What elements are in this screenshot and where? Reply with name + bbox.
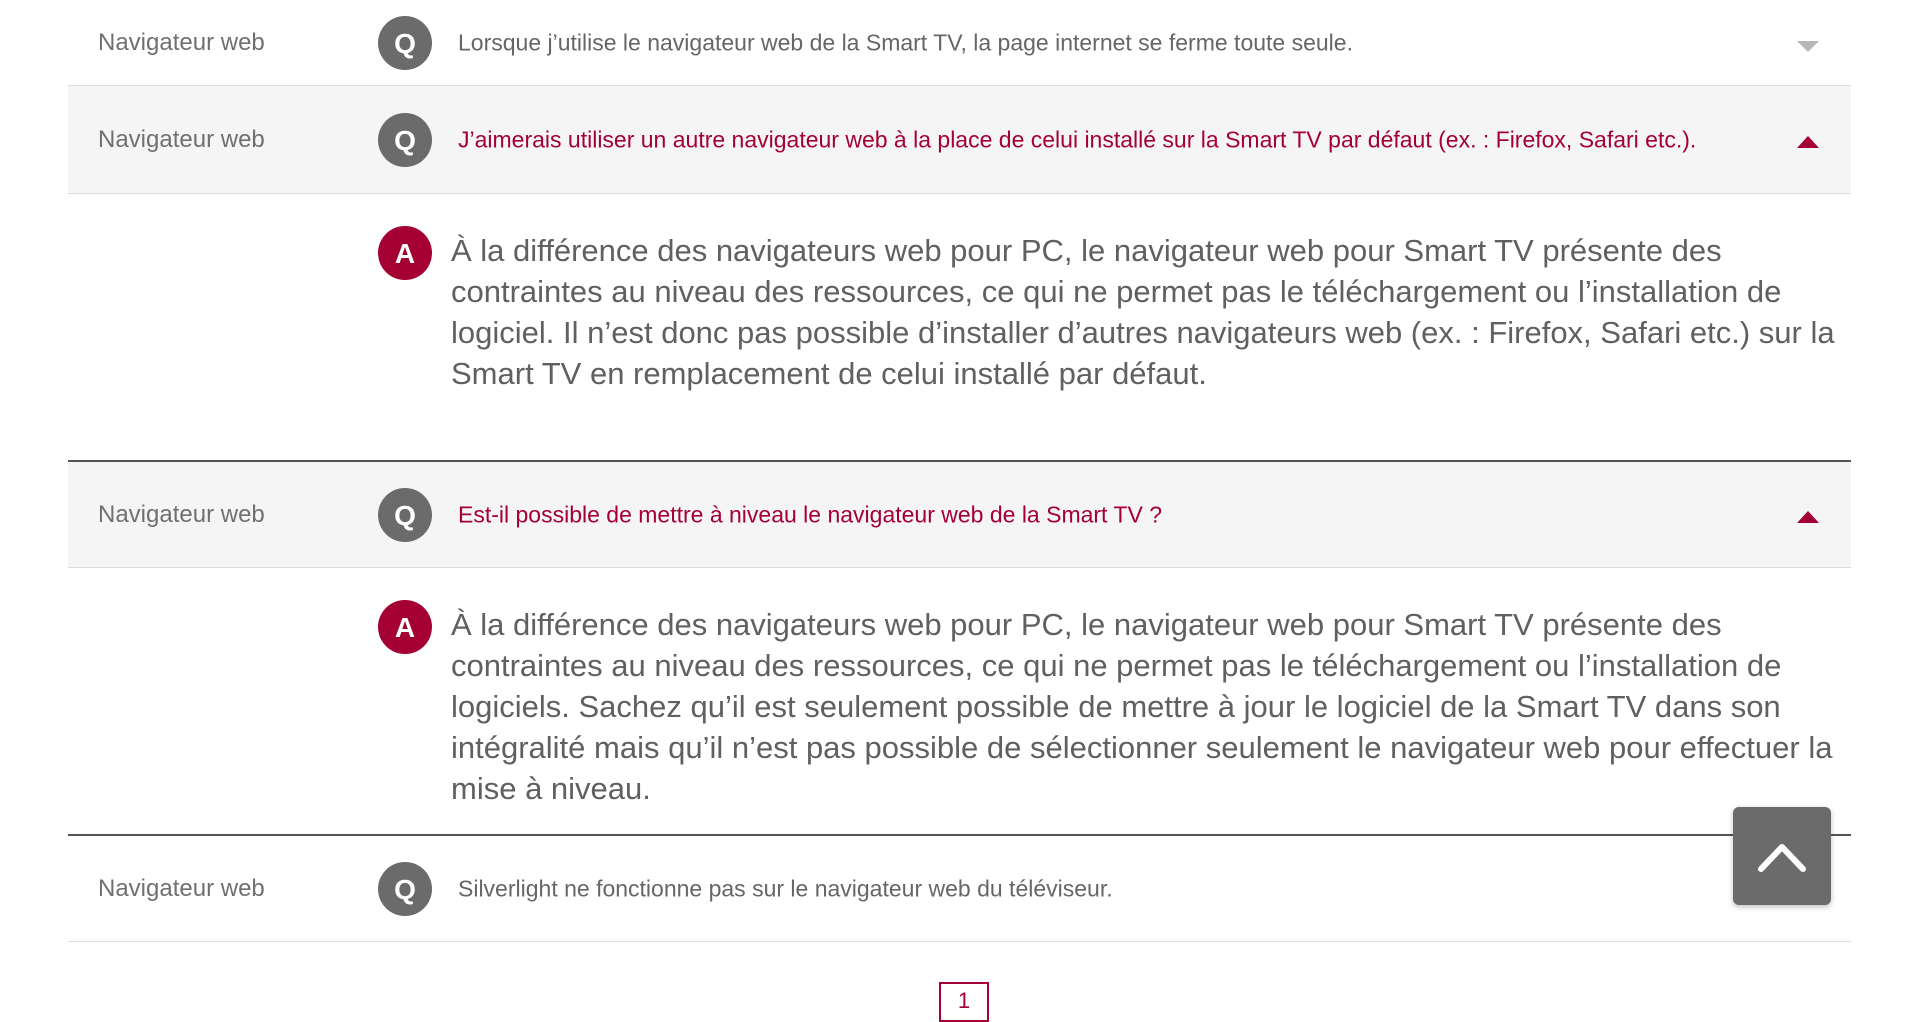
faq-category: Navigateur web: [98, 125, 265, 153]
faq-question-row[interactable]: [68, 460, 1851, 568]
faq-answer-text: À la différence des navigateurs web pour PC, le navigateur web pour Smart TV présente des contraintes au niveau des ressources, ce qui ne permet pas le téléchargement ou l’installation de logiciel. Il n’est donc pas possible d’installer d’autres navigateurs web (ex. : Firefox, Safari etc.) sur la Smart TV en remplacement de celui installé par défaut.: [451, 233, 1835, 391]
faq-category: Navigateur web: [98, 874, 265, 902]
question-badge: Q: [378, 113, 432, 167]
faq-category: Navigateur web: [98, 500, 265, 528]
question-badge: Q: [378, 488, 432, 542]
faq-question-row[interactable]: [68, 834, 1851, 942]
faq-answer-panel: [68, 568, 1851, 834]
faq-question-text[interactable]: Est-il possible de mettre à niveau le navigateur web de la Smart TV ?: [458, 501, 1162, 527]
faq-question-text[interactable]: Lorsque j’utilise le navigateur web de la Smart TV, la page internet se ferme toute seule.: [458, 29, 1353, 55]
question-badge: Q: [378, 862, 432, 916]
faq-question-text[interactable]: J’aimerais utiliser un autre navigateur web à la place de celui installé sur la Smart TV par défaut (ex. : Firefox, Safari etc.).: [458, 126, 1697, 152]
scroll-to-top-button[interactable]: [1733, 807, 1831, 905]
faq-category: Navigateur web: [98, 28, 265, 56]
faq-answer-text: À la différence des navigateurs web pour PC, le navigateur web pour Smart TV présente des contraintes au niveau des ressources, ce qui ne permet pas le téléchargement ou l’installation de logiciels. Sachez qu’il est seulement possible de mettre à jour le logiciel de la Smart TV dans son intégralité mais qu’il n’est pas possible de sélectionner seulement le navigateur web pour effectuer la mise à niveau.: [451, 607, 1833, 806]
faq-list: [68, 0, 1851, 942]
chevron-up-icon[interactable]: [1797, 136, 1819, 148]
faq-question-row[interactable]: [68, 86, 1851, 194]
answer-badge: A: [378, 600, 432, 654]
chevron-up-icon[interactable]: [1797, 511, 1819, 523]
faq-question-row[interactable]: [68, 0, 1851, 86]
answer-badge: A: [378, 226, 432, 280]
faq-answer-panel: [68, 194, 1851, 460]
faq-question-text[interactable]: Silverlight ne fonctionne pas sur le navigateur web du téléviseur.: [458, 875, 1113, 901]
chevron-up-icon: [1757, 835, 1807, 875]
chevron-down-icon[interactable]: [1797, 41, 1819, 52]
question-badge: Q: [378, 16, 432, 70]
pagination-current-page[interactable]: 1: [939, 982, 989, 1022]
